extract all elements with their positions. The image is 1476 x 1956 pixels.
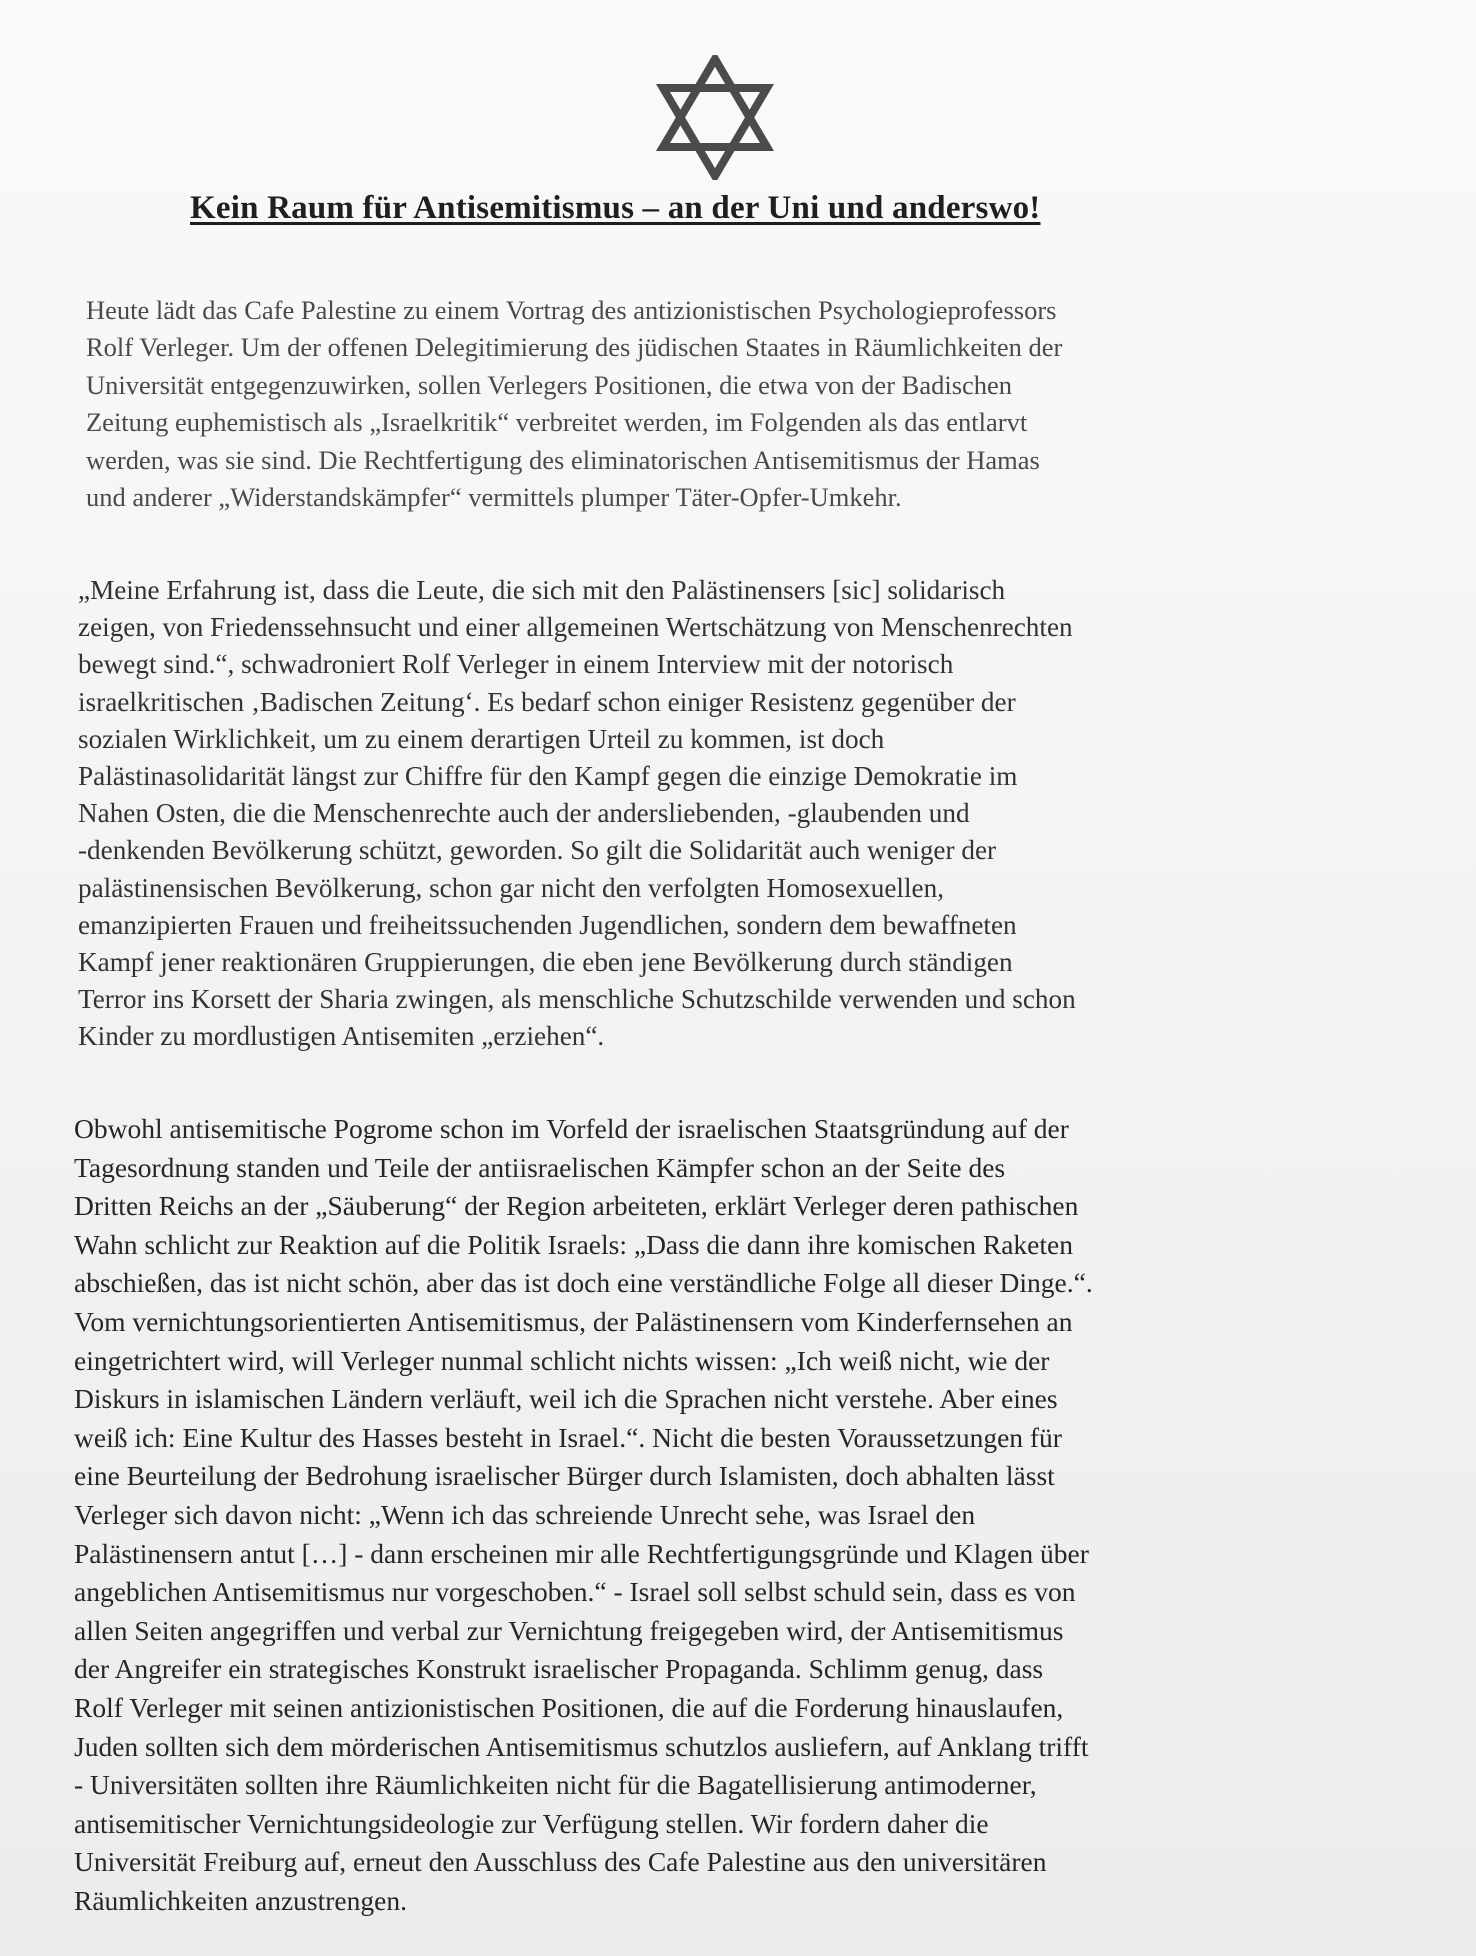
text-line: sozialen Wirklichkeit, um zu einem derartigen Urteil zu kommen, ist doch bbox=[78, 723, 885, 754]
text-line: werden, was sie sind. Die Rechtfertigung des eliminatorischen Antisemitismus der Hamas bbox=[86, 444, 1040, 475]
text-line: bewegt sind.“, schwadroniert Rolf Verleger in einem Interview mit der notorisch bbox=[78, 649, 954, 680]
paragraph-intro bbox=[86, 292, 1406, 516]
text-line: angeblichen Antisemitismus nur vorgeschoben.“ - Israel soll selbst schuld sein, dass es von bbox=[74, 1576, 1076, 1608]
text-line: eingetrichtert wird, will Verleger nunmal schlicht nichts wissen: „Ich weiß nicht, wie der bbox=[74, 1344, 1050, 1376]
paragraph-argument bbox=[74, 1110, 1394, 1920]
text-line: Verleger sich davon nicht: „Wenn ich das schreiende Unrecht sehe, was Israel den bbox=[74, 1498, 976, 1530]
text-line: palästinensischen Bevölkerung, schon gar nicht den verfolgten Homosexuellen, bbox=[78, 872, 944, 903]
text-line: „Meine Erfahrung ist, dass die Leute, die sich mit den Palästinensers [sic] solidarisch bbox=[78, 575, 1006, 605]
text-line: Universität Freiburg auf, erneut den Ausschluss des Cafe Palestine aus den universitären bbox=[74, 1846, 1047, 1878]
text-line: und anderer „Widerstandskämpfer“ vermittels plumper Täter-Opfer-Umkehr. bbox=[86, 482, 902, 513]
text-line: Rolf Verleger. Um der offenen Delegitimierung des jüdischen Staates in Räumlichkeiten der bbox=[86, 332, 1063, 363]
text-line: Tagesordnung standen und Teile der antiisraelischen Kämpfer schon an der Seite des bbox=[74, 1151, 1006, 1183]
text-line: Räumlichkeiten anzustrengen. bbox=[74, 1884, 407, 1916]
text-line: der Angreifer ein strategisches Konstrukt israelischer Propaganda. Schlimm genug, dass bbox=[74, 1653, 1044, 1685]
text-line: emanzipierten Frauen und freiheitssuchenden Jugendlichen, sondern dem bewaffneten bbox=[78, 909, 1017, 940]
text-line: Zeitung euphemistisch als „Israelkritik“ verbreitet werden, im Folgenden als das entlarvt bbox=[86, 407, 1028, 438]
text-line: weiß ich: Eine Kultur des Hasses besteht in Israel.“. Nicht die besten Voraussetzungen für bbox=[74, 1421, 1062, 1453]
text-line: Palästinasolidarität längst zur Chiffre für den Kampf gegen die einzige Demokratie im bbox=[78, 761, 1018, 792]
document-title: Kein Raum für Antisemitismus – an der Uni und anderswo! bbox=[190, 190, 1041, 226]
text-line: Diskurs in islamischen Ländern verläuft, weil ich die Sprachen nicht verstehe. Aber eines bbox=[74, 1383, 1058, 1415]
paragraph-quote bbox=[78, 572, 1398, 1056]
text-line: Universität entgegenzuwirken, sollen Verlegers Positionen, die etwa von der Badischen bbox=[86, 369, 1013, 400]
text-line: allen Seiten angegriffen und verbal zur Vernichtung freigegeben wird, der Antisemitismus bbox=[74, 1614, 1064, 1646]
text-line: Wahn schlicht zur Reaktion auf die Politik Israels: „Dass die dann ihre komischen Raketen bbox=[74, 1228, 1073, 1260]
text-line: Dritten Reichs an der „Säuberung“ der Region arbeiteten, erklärt Verleger deren pathischen bbox=[74, 1190, 1079, 1222]
text-line: abschießen, das ist nicht schön, aber das ist doch eine verständliche Folge all dieser Dinge.“. bbox=[74, 1267, 1093, 1299]
text-line: Kinder zu mordlustigen Antisemiten „erziehen“. bbox=[78, 1021, 605, 1052]
text-line: zeigen, von Friedenssehnsucht und einer allgemeinen Wertschätzung von Menschenrechten bbox=[78, 612, 1073, 643]
text-line: Rolf Verleger mit seinen antizionistischen Positionen, die auf die Forderung hinauslaufen, bbox=[74, 1691, 1064, 1723]
text-line: Juden sollten sich dem mörderischen Antisemitismus schutzlos ausliefern, auf Anklang trifft bbox=[74, 1730, 1089, 1762]
text-line: Nahen Osten, die die Menschenrechte auch der andersliebenden, -glaubenden und bbox=[78, 798, 970, 829]
text-line: antisemitischer Vernichtungsideologie zur Verfügung stellen. Wir fordern daher die bbox=[74, 1807, 989, 1839]
text-line: Terror ins Korsett der Sharia zwingen, als menschliche Schutzschilde verwenden und schon bbox=[78, 984, 1076, 1015]
text-line: Heute lädt das Cafe Palestine zu einem Vortrag des antizionistischen Psychologieprofessors bbox=[86, 295, 1057, 325]
text-line: -denkenden Bevölkerung schützt, geworden. So gilt die Solidarität auch weniger der bbox=[78, 835, 997, 866]
text-line: Obwohl antisemitische Pogrome schon im Vorfeld der israelischen Staatsgründung auf der bbox=[74, 1113, 1069, 1144]
text-line: Kampf jener reaktionären Gruppierungen, die eben jene Bevölkerung durch ständigen bbox=[78, 947, 1013, 978]
text-line: - Universitäten sollten ihre Räumlichkeiten nicht für die Bagatellisierung antimoderner, bbox=[74, 1769, 1037, 1801]
star-of-david-icon bbox=[655, 55, 775, 180]
text-line: eine Beurteilung der Bedrohung israelischer Bürger durch Islamisten, doch abhalten lässt bbox=[74, 1460, 1055, 1492]
text-line: Palästinensern antut […] - dann erscheinen mir alle Rechtfertigungsgründe und Klagen über bbox=[74, 1537, 1089, 1569]
text-line: israelkritischen ‚Badischen Zeitung‘. Es bedarf schon einiger Resistenz gegenüber der bbox=[78, 686, 1016, 717]
text-line: Vom vernichtungsorientierten Antisemitismus, der Palästinensern vom Kinderfernsehen an bbox=[74, 1305, 1073, 1337]
